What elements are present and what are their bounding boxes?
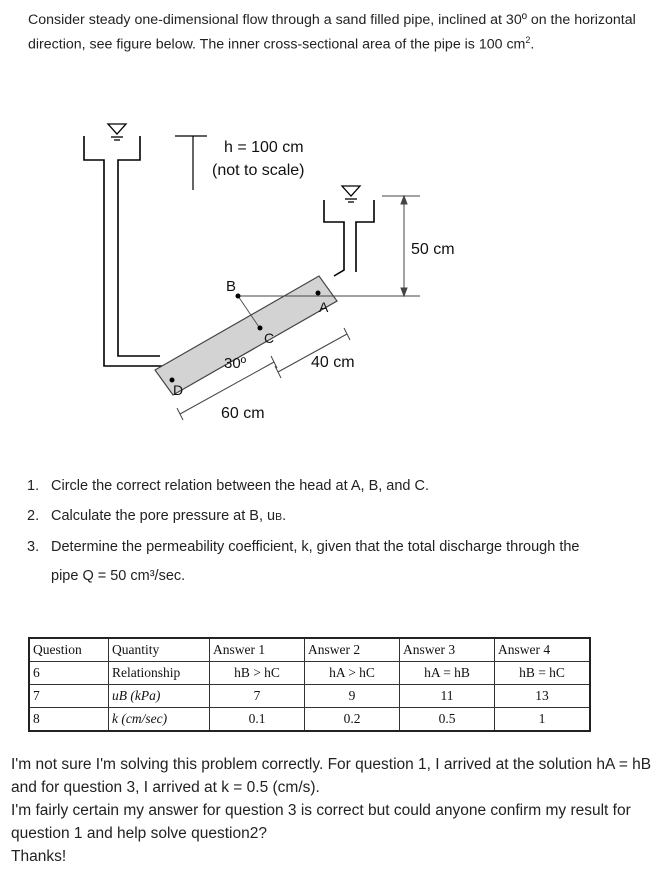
right-water-level-icon <box>342 186 360 202</box>
cell-answer-1: 7 <box>210 685 305 708</box>
left-reservoir-right-wall <box>118 136 160 356</box>
cell-quantity: k (cm/sec) <box>109 708 210 732</box>
cell-quantity: Relationship <box>109 662 210 685</box>
point-c-marker <box>258 326 263 331</box>
question-1 <box>27 478 429 494</box>
intro-superscript: 2 <box>525 35 531 45</box>
right-reservoir <box>324 200 344 276</box>
question-1-text: Circle the correct relation between the head at A, B, and C. <box>51 478 430 494</box>
header-answer-1: Answer 1 <box>210 638 305 662</box>
cell-answer-4: 1 <box>495 708 591 732</box>
left-reservoir <box>84 136 172 366</box>
post-line-1: I'm not sure I'm solving this problem correctly. For question 1, I arrived at the solution hA = hB and for question 3, I arrived at k = 0.5 (cm/s). <box>11 756 652 796</box>
post-line-2: I'm fairly certain my answer for question 3 is correct but could anyone confirm my result for question 1 and help solve question2? <box>11 802 631 842</box>
point-d-label: D <box>173 382 184 398</box>
intro-end: . <box>530 36 535 53</box>
point-a-marker <box>316 291 321 296</box>
cell-answer-2: 9 <box>305 685 400 708</box>
header-question: Question <box>29 638 109 662</box>
left-water-level-icon <box>108 124 126 140</box>
cell-answer-2: hA > hC <box>305 662 400 685</box>
pipe-flow-figure <box>0 110 668 440</box>
point-a-label: A <box>319 299 329 315</box>
cell-question: 6 <box>29 662 109 685</box>
answer-table <box>28 637 591 732</box>
header-answer-3: Answer 3 <box>400 638 495 662</box>
question-2 <box>27 508 286 524</box>
question-2-subscript: B <box>275 511 283 523</box>
question-3 <box>27 539 579 555</box>
intro-text: Consider steady one-dimensional flow through a sand filled pipe, inclined at 30º on the horizontal direction, see figure below. The inner cross-sectional area of the pipe is 100 cm <box>28 12 636 53</box>
table-row <box>29 708 590 732</box>
header-answer-4: Answer 4 <box>495 638 591 662</box>
h-label: h = 100 cm <box>224 139 304 156</box>
cell-answer-1: 0.1 <box>210 708 305 732</box>
table-row <box>29 685 590 708</box>
point-b-label: B <box>226 278 237 295</box>
question-3-text: Determine the permeability coefficient, k, given that the total discharge through the <box>51 539 580 555</box>
cell-answer-2: 0.2 <box>305 708 400 732</box>
cell-answer-3: hA = hB <box>400 662 495 685</box>
table-row <box>29 662 590 685</box>
angle-label: 30º <box>224 355 247 372</box>
question-2-end: . <box>282 508 287 524</box>
dim-50-label: 50 cm <box>411 241 455 258</box>
point-b-marker <box>236 294 241 299</box>
forum-post-text <box>11 753 661 868</box>
question-2-number: 2. <box>27 508 40 524</box>
question-1-number: 1. <box>27 478 40 494</box>
dim-40-label: 40 cm <box>311 354 355 371</box>
dim-60-label: 60 cm <box>221 405 265 422</box>
cell-answer-4: hB = hC <box>495 662 591 685</box>
cell-quantity: uB (kPa) <box>109 685 210 708</box>
header-quantity: Quantity <box>109 638 210 662</box>
question-3-continuation: pipe Q = 50 cm³/sec. <box>51 568 186 584</box>
table-header-row <box>29 638 590 662</box>
question-2-text: Calculate the pore pressure at B, u <box>51 508 276 524</box>
cell-answer-4: 13 <box>495 685 591 708</box>
right-reservoir-right-wall <box>356 200 374 272</box>
cell-answer-1: hB > hC <box>210 662 305 685</box>
scale-note: (not to scale) <box>212 162 305 179</box>
point-c-label: C <box>264 330 275 346</box>
dim-50-arrow <box>401 196 407 296</box>
post-line-3: Thanks! <box>11 848 67 865</box>
cell-answer-3: 11 <box>400 685 495 708</box>
cell-question: 8 <box>29 708 109 732</box>
header-answer-2: Answer 2 <box>305 638 400 662</box>
question-3-number: 3. <box>27 539 40 555</box>
cell-answer-3: 0.5 <box>400 708 495 732</box>
cell-question: 7 <box>29 685 109 708</box>
problem-intro <box>28 10 638 55</box>
